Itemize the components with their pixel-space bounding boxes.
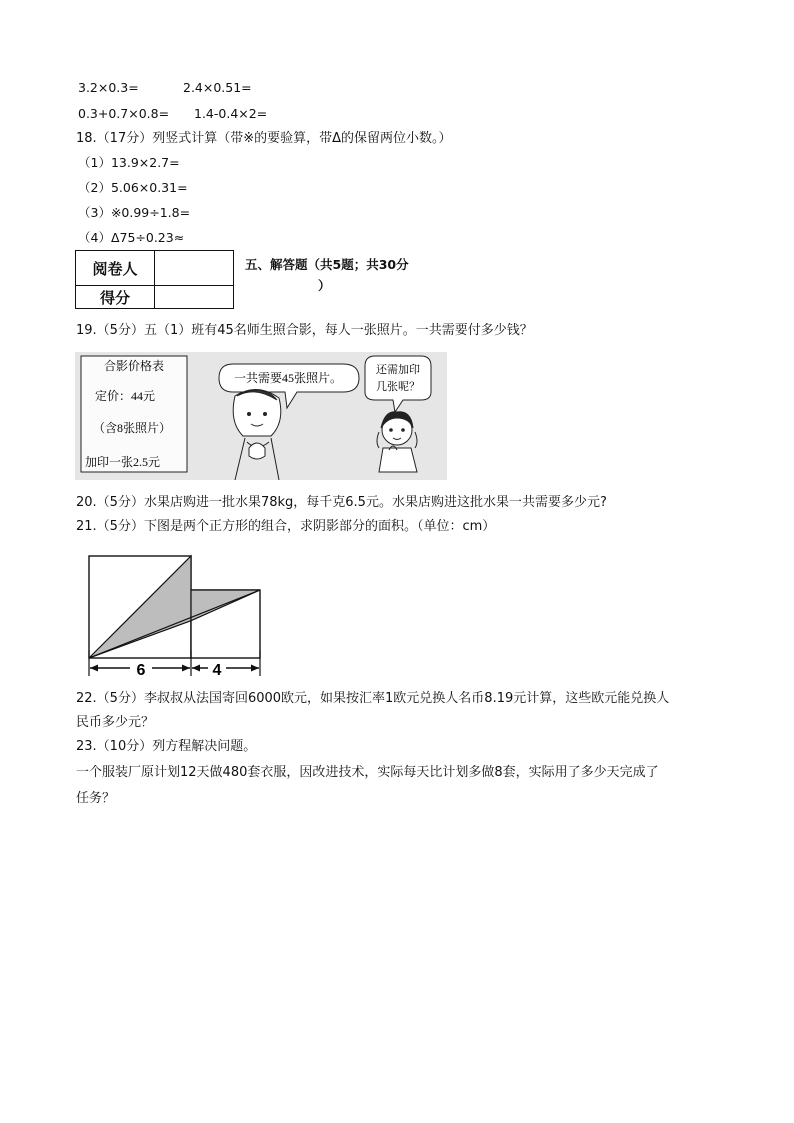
price-table-heading: 合影价格表 (103, 359, 165, 373)
price-table-extra: 加印一张2.5元 (85, 455, 161, 469)
bubble-text: 几张呢？ (376, 381, 420, 393)
q22-line1: 22.（5分）李叔叔从法国寄回6000欧元，如果按汇率1欧元兑换人名币8.19元计算，这些欧元能兑换人 (76, 691, 670, 706)
dimension-arrow (182, 665, 190, 672)
score-box (75, 250, 234, 309)
price-table-note: （含8张照片） (93, 421, 172, 435)
dimension-label-4: 4 (212, 662, 222, 679)
calc-item: 3.2×0.3= (78, 80, 139, 95)
q18-item: （2）5.06×0.31= (78, 180, 188, 195)
section-title-close: ） (318, 278, 331, 293)
calc-item: 0.3+0.7×0.8= (78, 106, 170, 121)
dimension-arrow (90, 665, 98, 672)
q18-item: （4）Δ75÷0.23≈ (78, 230, 185, 245)
reviewer-cell[interactable] (155, 251, 234, 286)
dimension-label-6: 6 (136, 662, 146, 679)
dimension-arrow (192, 665, 200, 672)
price-table-price: 定价：44元 (95, 389, 156, 403)
q20-title: 20.（5分）水果店购进一批水果78kg，每千克6.5元。水果店购进这批水果一共需要多少元? (76, 495, 607, 510)
calc-item: 2.4×0.51= (183, 80, 252, 95)
q23-title: 23.（10分）列方程解决问题。 (76, 739, 257, 754)
q21-squares-figure (80, 548, 270, 682)
score-cell[interactable] (155, 286, 234, 309)
bubble-text: 还需加印 (376, 364, 420, 376)
score-label: 得分 (76, 286, 155, 309)
q23-line2: 任务？ (76, 791, 116, 806)
q18-item: （1）13.9×2.7= (78, 155, 180, 170)
q19-illustration (75, 352, 447, 480)
q18-item: （3）※0.99÷1.8= (78, 205, 191, 220)
q22-line2: 民币多少元？ (76, 715, 155, 730)
reviewer-label: 阅卷人 (76, 251, 155, 286)
q18-title: 18.（17分）列竖式计算（带※的要验算，带Δ的保留两位小数。） (76, 131, 452, 146)
q23-line1: 一个服装厂原计划12天做480套衣服，因改进技术，实际每天比计划多做8套，实际用了多少天完成了 (76, 765, 659, 780)
calc-item: 1.4-0.4×2= (194, 106, 268, 121)
section-title: 五、解答题（共5题；共30分 (245, 257, 409, 272)
q19-title: 19.（5分）五（1）班有45名师生照合影，每人一张照片。一共需要付多少钱？ (76, 323, 533, 338)
bubble-text: 一共需要45张照片。 (233, 371, 343, 385)
q21-title: 21.（5分）下图是两个正方形的组合，求阴影部分的面积。（单位：cm） (76, 519, 496, 534)
dimension-arrow (251, 665, 259, 672)
